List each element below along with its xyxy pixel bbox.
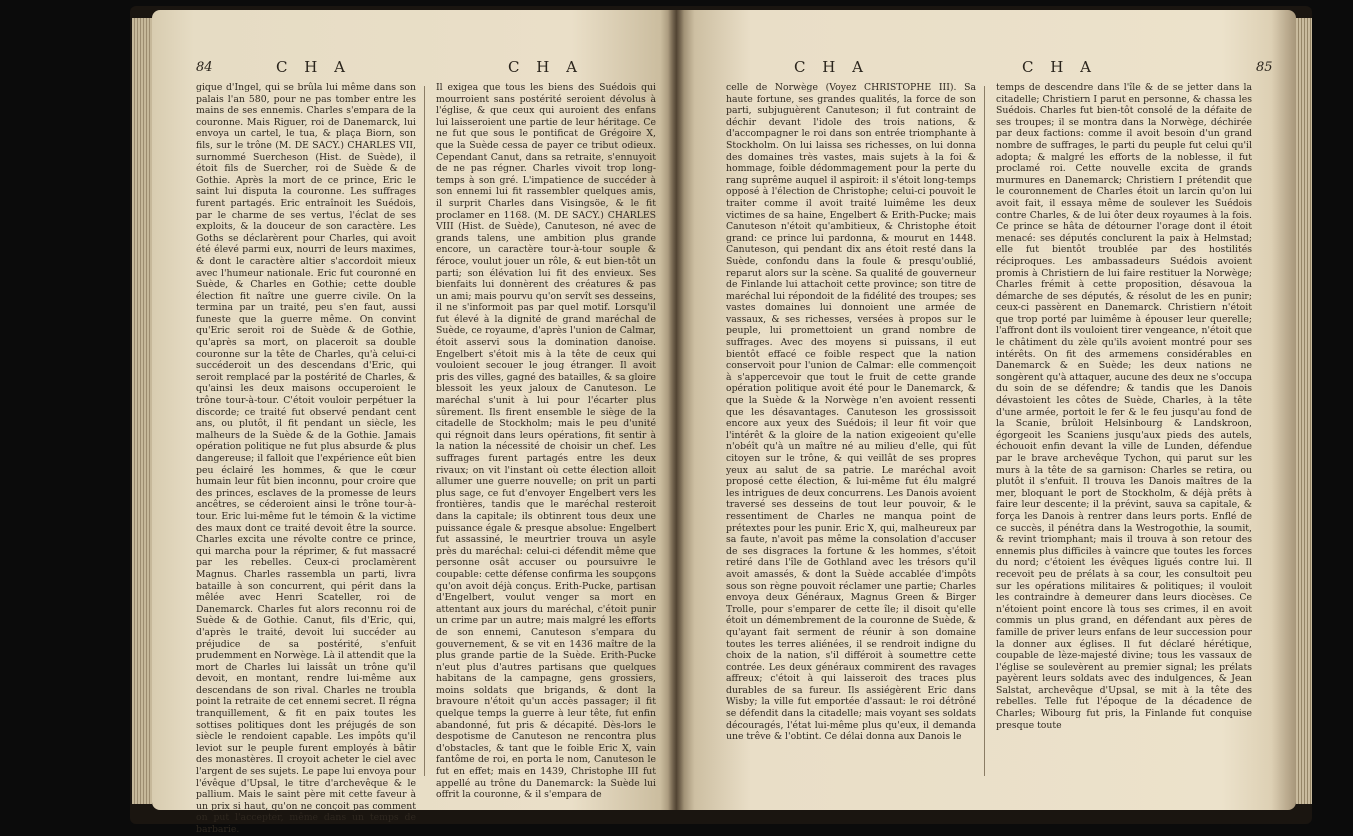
text-column: Il exigea que tous les biens des Suédois qui mourroient sans postérité seroient dévolus à l'église, & que ceux qui auroient des enfans lui laisseroient une partie de leur héritage. Ce ne fut que sous le pontificat de Grégoire X, que la Suède cessa de payer ce tribut odieux. Cependant Canut, dans sa retraite, s'ennuyoit de ne pas régner. Charles vivoit trop long-temps à son gré. L'impatience de succéder à son ennemi lui fit rassembler quelques amis, il surprit Charles dans Visingsöe, & le fit proclamer en 1168. (M. DE SACY.) CHARLES VIII (Hist. de Suède), Canuteson, né avec de grands talens, une ambition plus grande encore, un caractère tour-à-tour souple & féroce, voulut jouer un rôle, & eut bien-tôt un parti; son élévation lui fit des envieux. Ses bienfaits lui donnèrent des créatures & pas un ami; mais pourvu qu'on servît ses desseins, il ne s'informoit pas par quel motif. Lorsqu'il fut élevé à la dignité de grand maréchal de Suède, ce royaume, d'après l'union de Calmar, étoit asservi sous la domination danoise. Engelbert s'étoit mis à la tête de ceux qui vouloient secouer le joug étranger. Il avoit pris des villes, gagné des batailles, & sa gloire blessoit les yeux jaloux de Canuteson. Le maréchal s'unit à lui pour l'écarter plus sûrement. Ils firent ensemble le siège de la citadelle de Stockholm; mais le peu d'unité qui régnoit dans leurs opérations, fit sentir à la nation la nécessité de choisir un chef. Les suffrages furent partagés entre les deux rivaux; on vit l'instant où cette élection alloit allumer une guerre nouvelle; on prit un parti plus sage, ce fut d'envoyer Engelbert vers les frontières, tandis que le maréchal resteroit dans la capitale; ils obtinrent tous deux une puissance égale & presque absolue: Engelbert fut assassiné, le meurtrier trouva un asyle près du maréchal: celui-ci défendit même que personne osât accuser ou poursuivre le coupable: cette défense confirma les soupçons qu'on avoit déjà conçus. Erith-Pucke, partisan d'Engelbert, voulut venger sa mort en attentant aux jours du maréchal, c'étoit punir un crime par un autre; mais malgré les efforts de son ennemi, Canuteson s'empara du gouvernement, & se vit en 1436 maître de la plus grande partie de la Suède. Erith-Pucke n'eut plus d'autres partisans que quelques habitans de la campagne, gens grossiers, moins soldats que brigands, & dont la bravoure n'étoit qu'un accès passager; il fit quelque temps la guerre à leur tête, fut enfin abandonné, fut pris & décapité. Dès-lors le despotisme de Canuteson ne rencontra plus d'obstacles, & tant que le foible Eric X, vain fantôme de roi, en porta le nom, Canuteson le fut en effet; mais en 1439, Christophe III fut appellé au trône du Danemarck: la Suède lui offrit la couronne, & il s'empara de: [436, 82, 656, 801]
page-number: 84: [196, 60, 213, 75]
text-column: celle de Norwège (Voyez CHRISTOPHE III). Sa haute fortune, ses grandes qualités, la force de son parti, subjuguèrent Canuteson; il fut contraint de déchir devant l'idole des trois nations, & d'accompagner le roi dans son entrée triomphante à Stockholm. On lui laissa ses richesses, on lui donna des domaines très vastes, mais sujets à la foi & hommage, foible dédommagement pour la perte du rang suprême auquel il aspiroit: il s'étoit long-temps opposé à l'élection de Christophe; celui-ci pouvoit le traiter comme il avoit traité luimême les deux victimes de sa haine, Engelbert & Erith-Pucke; mais Canuteson n'étoit qu'ambitieux, & Christophe étoit grand: ce prince lui pardonna, & mourut en 1448. Canuteson, qui pendant dix ans étoit resté dans la Suède, confondu dans la foule & presqu'oublié, reparut alors sur la scène. Sa qualité de gouverneur de Finlande lui attachoit cette province; son titre de maréchal lui répondoit de la fidélité des troupes; ses vastes domaines lui donnoient une armée de vassaux, & ses richesses, versées à propos sur le peuple, lui promettoient un grand nombre de suffrages. Avec des moyens si puissans, il eut bientôt effacé ce foible respect que la nation conservoit pour l'union de Calmar: elle commençoit à s'appercevoir que tout le fruit de cette grande opération politique avoit été pour le Danemarck, & que la Suède & la Norwège n'en avoient ressenti que les désavantages. Canuteson les grossissoit encore aux yeux des Suédois; il leur fit voir que l'intérêt & la gloire de la nation exigeoient qu'elle n'obéît qu'à un maître né au milieu d'elle, qui fût citoyen sur le trône, & qui veillât de ses propres yeux au salut de sa patrie. Le maréchal avoit proposé cette élection, & lui-même fut élu malgré les intrigues de deux concurrens. Les Danois avoient traversé ses desseins de tout leur pouvoir, & le ressentiment de Charles ne manqua point de prétextes pour les punir. Eric X, qui, malheureux par sa faute, n'avoit pas même la consolation d'accuser de ses disgraces la fortune & les hommes, s'étoit retiré dans l'île de Gothland avec les trésors qu'il avoit amassés, & dont la Suède accablée d'impôts sous son règne pouvoit réclamer une partie; Charles envoya deux Généraux, Magnus Green & Birger Trolle, pour s'emparer de cette île; il disoit qu'elle étoit un démembrement de la couronne de Suède, & qu'ayant fait serment de réunir à son domaine toutes les terres aliénées, il se rendroit indigne du choix de la nation, s'il différoit à soumettre cette contrée. Les deux généraux commirent des ravages affreux; c'étoit à qui laisseroit des traces plus durables de sa fureur. Ils assiégèrent Eric dans Wisby; la ville fut emportée d'assaut: le roi détrôné se défendit dans la citadelle; mais voyant ses soldats découragés, l'état lui-même plus qu'eux, il demanda une trêve & l'obtint. Ce délai donna aux Danois le: [726, 82, 976, 743]
book-gutter: [668, 10, 684, 810]
right-page: [676, 10, 1296, 810]
left-page-edges: [132, 18, 152, 804]
column-rule: [984, 86, 985, 776]
running-header: C H A: [508, 58, 583, 76]
text-column: gique d'Ingel, qui se brûla lui même dans son palais l'an 580, pour ne pas tomber entre les mains de ses ennemis. Charles s'empara de la couronne. Mais Riguer, roi de Danemarck, lui envoya un cartel, le tua, & plaça Biorn, son fils, sur le trône (M. DE SACY.) CHARLES VII, surnommé Suercheson (Hist. de Suède), il étoit fils de Suercher, roi de Suède & de Gothie. Après la mort de ce prince, Eric le saint lui disputa la couronne. Les suffrages furent partagés. Eric entraînoit les Suédois, par le charme de ses vertus, l'éclat de ses exploits, & la douceur de son caractère. Les Goths se déclarèrent pour Charles, qui avoit été élevé parmi eux, nourri de leurs maximes, & dont le caractère altier s'accordoit mieux avec l'humeur nationale. Eric fut couronné en Suède, & Charles en Gothie; cette double élection fit naître une guerre civile. On la termina par un traité, peu s'en faut, aussi funeste que la guerre même. On convint qu'Eric seroit roi de Suède & de Gothie, qu'après sa mort, on placeroit sa double couronne sur la tête de Charles, qu'à celui-ci succéderoit un des descendans d'Eric, qui seroit remplacé par la postérité de Charles, & qu'ainsi les deux maisons occuperoient le trône tour-à-tour. C'étoit vouloir perpétuer la discorde; ce traité fut observé pendant cent ans, ou plutôt, il fit pendant un siècle, les malheurs de la Suède & de la Gothie. Jamais opération politique ne fut plus absurde & plus dangereuse; il falloit que l'expérience eût bien peu éclairé les hommes, & que le cœur humain leur fût bien inconnu, pour croire que des princes, esclaves de la promesse de leurs ancêtres, se céderoient ainsi le trône tour-à-tour. Eric lui-même fut le témoin & la victime des maux dont ce traité devoit être la source. Charles excita une révolte contre ce prince, qui marcha pour la réprimer, & fut massacré par les rebelles. Ceux-ci proclamèrent Magnus. Charles rassembla un parti, livra bataille à son concurrent, qui périt dans la mêlée avec Henri Scateller, roi de Danemarck. Charles fut alors reconnu roi de Suède & de Gothie. Canut, fils d'Eric, qui, d'après le traité, devoit lui succéder au préjudice de sa postérité, s'enfuit prudemment en Norwège. Là il attendit que la mort de Charles lui laissât un trône qu'il devoit, en montant, rendre lui-même aux descendans de son rival. Charles ne troubla point la retraite de cet ennemi secret. Il régna tranquillement, & fit en paix toutes les sottises politiques dont les préjugés de son siècle le rendoient capable. Les impôts qu'il leviot sur le peuple furent employés à bâtir des monastères. Il croyoit acheter le ciel avec l'argent de ses sujets. Le pape lui envoya pour l'évêque d'Upsal, le titre d'archevêque & le pallium. Mais le saint père mit cette faveur à un prix si haut, qu'on ne conçoit pas comment on put l'accepter, même dans un temps de barbarie.: [196, 82, 416, 835]
running-header: C H A: [276, 58, 351, 76]
page-number: 85: [1256, 60, 1273, 75]
running-header: C H A: [794, 58, 869, 76]
right-page-edges: [1296, 18, 1312, 804]
left-page: [152, 10, 676, 835]
text-column: temps de descendre dans l'île & de se jetter dans la citadelle; Christiern I parut en personne, & chassa les Suédois. Charles fut bien-tôt consolé de la défaite de ses troupes; il se montra dans la Norwège, déchirée par deux factions: comme il avoit besoin d'un grand nombre de suffrages, le parti du peuple fut celui qu'il adopta; & malgré les efforts de la noblesse, il fut proclamé roi. Cette nouvelle excita de grands murmures en Danemarck; Christiern I prétendit que le couronnement de Charles étoit un larcin qu'on lui avoit fait, il essaya même de soulever les Suédois contre Charles, & de lui ôter deux royaumes à la fois. Ce prince se hâta de détourner l'orage dont il étoit menacé: ses députés conclurent la paix à Helmstad; elle fut bientôt troublée par des hostilités réciproques. Les ambassadeurs Suédois avoient promis à Christiern de lui faire restituer la Norwège; Charles frémit à cette proposition, désavoua la démarche de ses députés, & résolut de les en punir; ceux-ci passèrent en Danemarck. Christiern n'étoit que trop porté par luimême à épouser leur querelle; l'affront dont ils vouloient tirer vengeance, n'étoit que le châtiment du zèle qu'ils avoient montré pour ses intérêts. On fit des armemens considérables en Danemarck & en Suède; les deux nations ne songèrent qu'à attaquer, aucune des deux ne s'occupa du soin de se défendre; & tandis que les Danois dévastoient les côtes de Suède, Charles, à la tête d'une armée, portoit le fer & le feu jusqu'au fond de la Scanie, brûloit Helsinbourg & Landskroon, égorgeoit les Scaniens jusqu'aux pieds des autels, échouoit enfin devant la ville de Lunden, défendue par le brave archevêque Tychon, qui parut sur les murs à la tête de sa garnison: Charles se retira, ou plutôt il s'enfuit. Il trouva les Danois maîtres de la mer, bloquant le port de Stockholm, & déjà prêts à faire leur descente; il la prévint, sauva sa capitale, & força les Danois à rentrer dans leurs ports. Enflé de ce succès, il pénétra dans la Westrogothie, la soumit, & revint triomphant; mais il trouva à son retour des ennemis plus difficiles à vaincre que toutes les forces du nord; c'étoient les évêques ligués contre lui. Il recevoit peu de prélats à sa cour, les consultoit peu sur les opérations militaires & politiques; il vouloit les contraindre à demeurer dans leurs diocèses. Ce n'étoient point encore là tous ses crimes, il en avoit commis un plus grand, en défendant aux pères de famille de priver leurs enfans de leur succession pour la donner aux églises. Il fut déclaré hérétique, coupable de lèze-majesté divine; tous les vassaux de l'église se soulevèrent au premier signal; les prélats payèrent leurs soldats avec des indulgences, & Jean Salstat, archevêque d'Upsal, se mit à la tête des rebelles. Telle fut l'époque de la décadence de Charles; Wibourg fut pris, la Finlande fut conquise presque toute: [996, 82, 1253, 731]
running-header: C H A: [1022, 58, 1097, 76]
column-rule: [424, 86, 425, 776]
